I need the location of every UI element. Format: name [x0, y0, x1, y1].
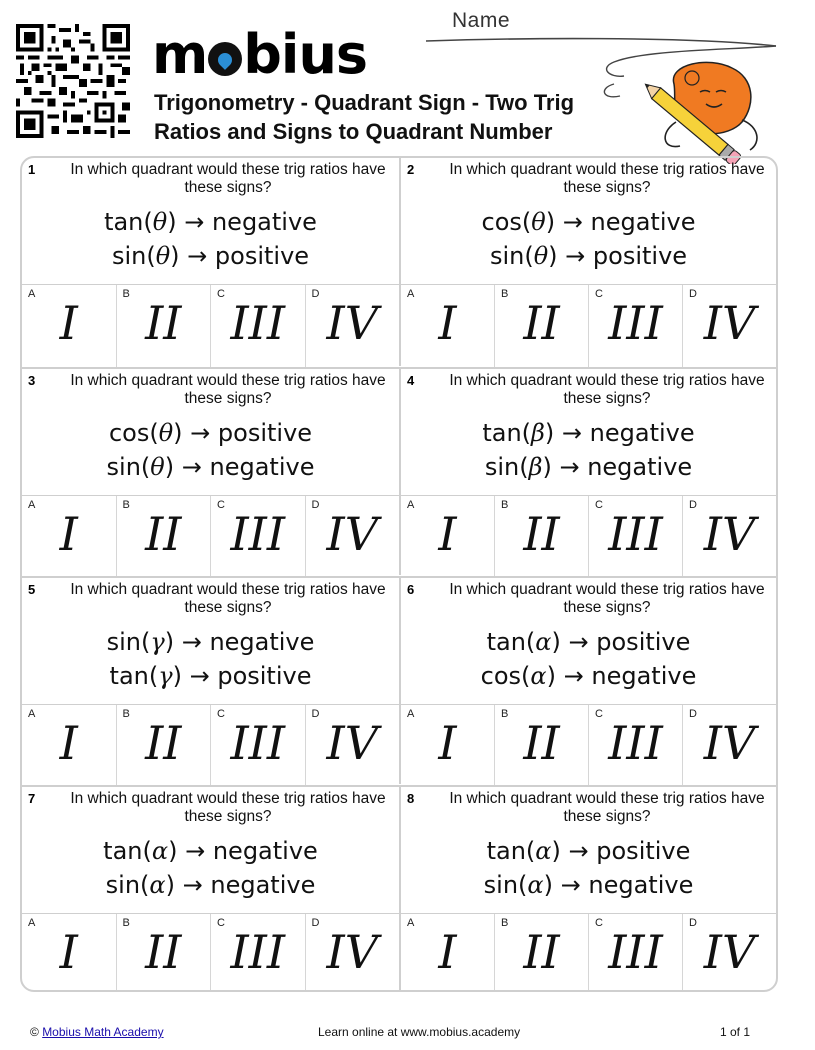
arrow-right-icon: → — [189, 662, 210, 690]
problem-card — [399, 367, 776, 575]
quadrant-numeral: IV — [703, 507, 756, 561]
trig-condition-1: cos(θ) → positive — [108, 419, 313, 447]
angle-variable: α — [527, 871, 544, 899]
answer-choice-d[interactable] — [305, 914, 400, 992]
footer-page-number: 1 of 1 — [720, 1025, 751, 1039]
answer-choice-c[interactable] — [588, 705, 682, 787]
answer-choice-d[interactable] — [682, 496, 776, 578]
mobius-logo — [152, 18, 368, 86]
problem-card — [22, 158, 399, 366]
problem-number: 8 — [407, 791, 415, 806]
angle-variable: α — [149, 871, 166, 899]
answer-choices — [401, 704, 776, 787]
choice-letter: A — [28, 917, 36, 929]
trig-function: tan — [104, 208, 144, 236]
sign-word: negative — [209, 628, 315, 656]
water-drop-icon — [208, 42, 242, 76]
sign-word: positive — [217, 419, 313, 447]
answer-choice-a[interactable] — [22, 705, 116, 787]
angle-variable: θ — [152, 208, 168, 236]
sign-word: negative — [591, 662, 697, 690]
choice-letter: B — [122, 708, 130, 720]
problem-card — [399, 785, 776, 992]
trig-function: tan — [486, 628, 526, 656]
choice-letter: B — [122, 288, 130, 300]
answer-choice-c[interactable] — [210, 496, 305, 578]
trig-function: cos — [480, 662, 522, 690]
answer-choice-c[interactable] — [210, 285, 305, 367]
choice-letter: D — [689, 288, 697, 300]
sign-word: positive — [596, 628, 691, 656]
question-text: In which quadrant would these trig ratios have these signs? — [70, 161, 386, 196]
trig-condition-2: tan(γ) → positive — [109, 662, 312, 690]
answer-choice-c[interactable] — [210, 705, 305, 787]
quadrant-numeral: II — [145, 716, 182, 770]
answer-choices — [22, 913, 399, 992]
question-text: In which quadrant would these trig ratios have these signs? — [449, 161, 765, 196]
quadrant-numeral: III — [608, 296, 663, 350]
choice-letter: C — [217, 917, 225, 929]
sign-word: negative — [212, 837, 318, 865]
choice-letter: D — [311, 288, 320, 300]
trig-condition-2: sin(α) → negative — [483, 871, 694, 899]
footer-learn-online: Learn online at www.mobius.academy — [318, 1025, 521, 1039]
choice-letter: A — [28, 708, 36, 720]
title-line-1: Trigonometry - Quadrant Sign - Two Trig — [154, 90, 575, 115]
choice-letter: D — [689, 708, 697, 720]
answer-choice-b[interactable] — [116, 496, 211, 578]
answer-choice-b[interactable] — [116, 285, 211, 367]
pencil-mascot-icon — [424, 34, 784, 164]
angle-variable: θ — [533, 242, 549, 270]
arrow-right-icon: → — [565, 242, 586, 270]
mobius-academy-link[interactable]: Mobius Math Academy — [42, 1025, 164, 1039]
problem-number: 4 — [407, 373, 415, 388]
arrow-right-icon: → — [559, 453, 580, 481]
arrow-right-icon: → — [185, 837, 206, 865]
answer-choice-a[interactable] — [22, 285, 116, 367]
quadrant-numeral: I — [438, 925, 457, 979]
angle-variable: γ — [150, 628, 165, 656]
question-text: In which quadrant would these trig ratios have these signs? — [70, 790, 386, 825]
trig-condition-2: sin(θ) → positive — [489, 242, 688, 270]
quadrant-numeral: II — [145, 296, 182, 350]
answer-choice-b[interactable] — [494, 914, 588, 992]
choice-letter: D — [311, 499, 320, 511]
trig-function: sin — [111, 242, 147, 270]
quadrant-numeral: III — [608, 925, 663, 979]
arrow-right-icon: → — [563, 662, 584, 690]
answer-choice-b[interactable] — [116, 914, 211, 992]
sign-word: negative — [587, 453, 693, 481]
arrow-right-icon: → — [182, 871, 203, 899]
choice-letter: A — [28, 288, 36, 300]
choice-letter: C — [217, 288, 225, 300]
trig-condition-2: sin(α) → negative — [105, 871, 316, 899]
answer-choice-d[interactable] — [305, 496, 400, 578]
problem-number: 7 — [28, 791, 36, 806]
trig-condition-1: sin(γ) → negative — [106, 628, 315, 656]
quadrant-numeral: IV — [326, 925, 378, 979]
sign-word: negative — [209, 453, 315, 481]
answer-choices — [401, 913, 776, 992]
sign-word: negative — [588, 871, 694, 899]
problem-number: 3 — [28, 373, 36, 388]
problem-number: 2 — [407, 162, 415, 177]
worksheet-grid — [20, 156, 778, 992]
question-text: In which quadrant would these trig ratios have these signs? — [70, 581, 386, 616]
answer-choices — [401, 284, 776, 367]
arrow-right-icon: → — [190, 419, 211, 447]
quadrant-numeral: IV — [326, 296, 378, 350]
quadrant-numeral: IV — [703, 296, 756, 350]
problem-number: 1 — [28, 162, 36, 177]
answer-choice-c[interactable] — [588, 496, 682, 578]
angle-variable: α — [535, 837, 552, 865]
answer-choice-d[interactable] — [305, 285, 400, 367]
problem-card — [399, 158, 776, 366]
quadrant-numeral: III — [608, 716, 663, 770]
answer-choice-a[interactable] — [401, 496, 494, 578]
quadrant-numeral: III — [608, 507, 663, 561]
question-text: In which quadrant would these trig ratios have these signs? — [449, 372, 765, 407]
choice-letter: A — [407, 708, 415, 720]
trig-condition-1: cos(θ) → negative — [481, 208, 696, 236]
choice-letter: C — [595, 288, 603, 300]
angle-variable: θ — [158, 419, 174, 447]
trig-function: sin — [483, 871, 519, 899]
trig-condition-1: tan(β) → negative — [482, 419, 695, 447]
trig-function: sin — [489, 242, 525, 270]
choice-letter: A — [407, 917, 415, 929]
logo-letter-m: m — [152, 23, 208, 86]
quadrant-numeral: II — [523, 925, 560, 979]
sign-word: negative — [590, 208, 696, 236]
sign-word: positive — [214, 242, 310, 270]
angle-variable: β — [531, 419, 545, 447]
angle-variable: γ — [158, 662, 173, 690]
trig-function: sin — [106, 628, 141, 656]
trig-function: cos — [481, 208, 522, 236]
question-text: In which quadrant would these trig ratios have these signs? — [70, 372, 386, 407]
problem-card — [22, 367, 399, 575]
sign-word: negative — [210, 871, 316, 899]
quadrant-numeral: II — [523, 507, 560, 561]
arrow-right-icon: → — [562, 208, 583, 236]
arrow-right-icon: → — [181, 453, 202, 481]
choice-letter: C — [595, 499, 603, 511]
trig-function: sin — [105, 871, 141, 899]
title-line-2: Ratios and Signs to Quadrant Number — [154, 119, 553, 144]
trig-function: tan — [109, 662, 149, 690]
quadrant-numeral: I — [59, 716, 78, 770]
problem-card — [399, 576, 776, 784]
angle-variable: θ — [150, 453, 165, 481]
trig-function: sin — [484, 453, 520, 481]
answer-choice-c[interactable] — [588, 914, 682, 992]
choice-letter: B — [122, 499, 130, 511]
trig-condition-1: tan(α) → negative — [103, 837, 318, 865]
choice-letter: A — [28, 499, 36, 511]
answer-choice-b[interactable] — [116, 705, 211, 787]
copyright-symbol: © — [30, 1025, 39, 1039]
choice-letter: C — [217, 708, 225, 720]
choice-letter: D — [311, 708, 320, 720]
quadrant-numeral: III — [230, 716, 285, 770]
name-label: Name — [452, 9, 511, 32]
sign-word: negative — [211, 208, 317, 236]
answer-choice-a[interactable] — [401, 914, 494, 992]
quadrant-numeral: IV — [326, 716, 378, 770]
choice-letter: D — [689, 499, 697, 511]
answer-choice-a[interactable] — [22, 496, 116, 578]
trig-function: tan — [486, 837, 526, 865]
footer-copyright — [30, 1025, 164, 1039]
quadrant-numeral: II — [145, 925, 182, 979]
arrow-right-icon: → — [568, 628, 589, 656]
sign-word: negative — [589, 419, 695, 447]
answer-choice-d[interactable] — [305, 705, 400, 787]
trig-condition-1: tan(θ) → negative — [104, 208, 317, 236]
angle-variable: α — [530, 662, 547, 690]
quadrant-numeral: III — [230, 925, 285, 979]
answer-choices — [22, 284, 399, 367]
choice-letter: B — [501, 288, 509, 300]
choice-letter: C — [595, 708, 603, 720]
choice-letter: B — [501, 708, 509, 720]
sign-word: positive — [217, 662, 312, 690]
choice-letter: D — [689, 917, 697, 929]
answer-choice-b[interactable] — [494, 705, 588, 787]
answer-choice-a[interactable] — [401, 285, 494, 367]
trig-condition-1: tan(α) → positive — [486, 837, 691, 865]
trig-function: cos — [108, 419, 150, 447]
trig-condition-2: cos(α) → negative — [480, 662, 697, 690]
qr-code-icon — [16, 24, 130, 138]
trig-condition-2: sin(β) → negative — [484, 453, 693, 481]
quadrant-numeral: IV — [326, 507, 378, 561]
trig-condition-2: sin(θ) → negative — [106, 453, 315, 481]
angle-variable: θ — [531, 208, 546, 236]
answer-choice-a[interactable] — [401, 705, 494, 787]
quadrant-numeral: IV — [703, 925, 756, 979]
choice-letter: C — [217, 499, 225, 511]
trig-function: tan — [103, 837, 143, 865]
answer-choices — [22, 704, 399, 787]
answer-choice-d[interactable] — [682, 705, 776, 787]
answer-choices — [401, 495, 776, 578]
answer-choice-c[interactable] — [210, 914, 305, 992]
angle-variable: α — [535, 628, 552, 656]
choice-letter: B — [122, 917, 130, 929]
quadrant-numeral: I — [59, 925, 78, 979]
choice-letter: D — [311, 917, 320, 929]
quadrant-numeral: III — [230, 296, 285, 350]
angle-variable: α — [151, 837, 169, 865]
trig-function: sin — [106, 453, 141, 481]
logo-letters-bius: bius — [243, 23, 368, 86]
question-text: In which quadrant would these trig ratios have these signs? — [449, 790, 765, 825]
problem-number: 5 — [28, 582, 36, 597]
arrow-right-icon: → — [561, 419, 583, 447]
quadrant-numeral: I — [438, 716, 457, 770]
sign-word: positive — [596, 837, 691, 865]
answer-choice-d[interactable] — [682, 285, 776, 367]
quadrant-numeral: II — [523, 296, 560, 350]
quadrant-numeral: II — [523, 716, 560, 770]
trig-condition-1: tan(α) → positive — [486, 628, 691, 656]
quadrant-numeral: I — [59, 507, 78, 561]
trig-function: tan — [482, 419, 522, 447]
arrow-right-icon: → — [181, 628, 202, 656]
choice-letter: C — [595, 917, 603, 929]
problem-card — [22, 785, 399, 992]
choice-letter: A — [407, 499, 415, 511]
quadrant-numeral: II — [145, 507, 182, 561]
choice-letter: B — [501, 499, 509, 511]
answer-choice-a[interactable] — [22, 914, 116, 992]
arrow-right-icon: → — [184, 208, 205, 236]
arrow-right-icon: → — [560, 871, 581, 899]
angle-variable: θ — [155, 242, 171, 270]
quadrant-numeral: III — [230, 507, 285, 561]
choice-letter: B — [501, 917, 509, 929]
answer-choice-c[interactable] — [588, 285, 682, 367]
arrow-right-icon: → — [568, 837, 589, 865]
sign-word: positive — [592, 242, 688, 270]
choice-letter: A — [407, 288, 415, 300]
quadrant-numeral: I — [438, 296, 457, 350]
trig-condition-2: sin(θ) → positive — [111, 242, 310, 270]
quadrant-numeral: I — [438, 507, 457, 561]
problem-number: 6 — [407, 582, 415, 597]
arrow-right-icon: → — [187, 242, 208, 270]
question-text: In which quadrant would these trig ratios have these signs? — [449, 581, 765, 616]
quadrant-numeral: I — [59, 296, 78, 350]
answer-choice-b[interactable] — [494, 496, 588, 578]
answer-choice-d[interactable] — [682, 914, 776, 992]
angle-variable: β — [528, 453, 543, 481]
quadrant-numeral: IV — [703, 716, 756, 770]
answer-choices — [22, 495, 399, 578]
problem-card — [22, 576, 399, 784]
answer-choice-b[interactable] — [494, 285, 588, 367]
